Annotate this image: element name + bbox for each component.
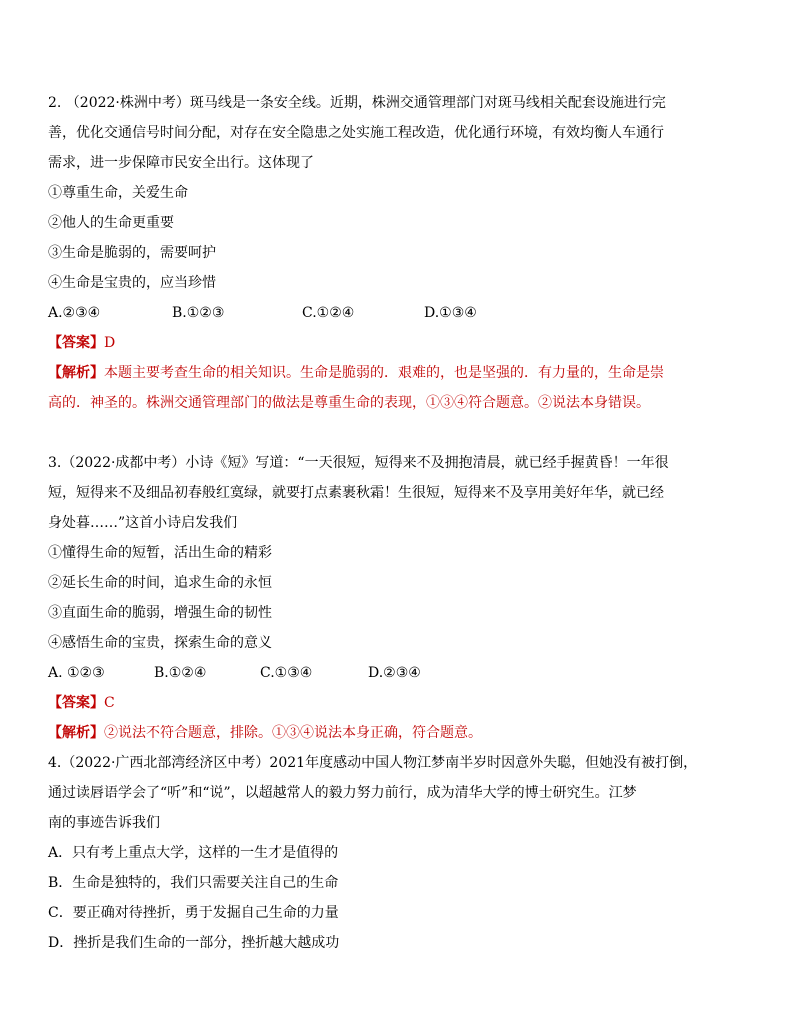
statement-item: ①尊重生命，关爱生命 [48, 185, 188, 201]
question-stem-line: 身处暮……”这首小诗启发我们 [48, 515, 238, 531]
choice-c: C．要正确对待挫折，勇于发掘自己生命的力量 [48, 905, 339, 921]
question-stem-line: 2. （2022·株洲中考）斑马线是一条安全线。近期，株洲交通管理部门对斑马线相关配套设施进行完 [48, 95, 666, 111]
answer-value: D [104, 335, 116, 351]
option-a: A.②③④ [48, 305, 101, 321]
answer-line [48, 328, 756, 358]
analysis-label: 【解析】 [48, 365, 104, 381]
question-3 [48, 448, 756, 748]
answer-line [48, 688, 756, 718]
option-d: D.①③④ [424, 305, 477, 321]
option-c: C.①③④ [260, 665, 313, 681]
option-c: C.①②④ [302, 305, 355, 321]
statement-item: ②他人的生命更重要 [48, 215, 174, 231]
question-stem-line: 善，优化交通信号时间分配，对存在安全隐患之处实施工程改造，优化通行环境，有效均衡人车通行 [48, 125, 664, 141]
question-stem-line: 通过读唇语学会了“听”和“说”，以超越常人的毅力努力前行，成为清华大学的博士研究生。江梦 [48, 785, 637, 801]
analysis-line: 高的．神圣的。株洲交通管理部门的做法是尊重生命的表现，①③④符合题意。②说法本身错误。 [48, 395, 650, 411]
choice-b: B．生命是独特的，我们只需要关注自己的生命 [48, 875, 339, 891]
analysis-label: 【解析】 [48, 725, 104, 741]
choice-d: D．挫折是我们生命的一部分，挫折越大越成功 [48, 935, 340, 951]
option-a: A. ①②③ [48, 665, 105, 681]
statement-item: ③生命是脆弱的，需要呵护 [48, 245, 216, 261]
question-4 [48, 748, 756, 958]
statement-item: ④感悟生命的宝贵，探索生命的意义 [48, 635, 272, 651]
question-stem-line: 4.（2022·广西北部湾经济区中考）2021年度感动中国人物江梦南半岁时因意外失聪，但她没有被打倒， [48, 755, 698, 771]
answer-label: 【答案】 [48, 335, 104, 351]
question-2 [48, 88, 756, 418]
analysis-line [48, 358, 756, 388]
option-b: B.①②③ [172, 305, 225, 321]
statement-item: ①懂得生命的短暂，活出生命的精彩 [48, 545, 272, 561]
analysis-line [48, 718, 756, 748]
statement-item: ②延长生命的时间，追求生命的永恒 [48, 575, 272, 591]
option-d: D.②③④ [368, 665, 421, 681]
option-b: B.①②④ [154, 665, 207, 681]
options-row [48, 658, 756, 688]
options-row [48, 298, 756, 328]
analysis-text: ②说法不符合题意，排除。①③④说法本身正确，符合题意。 [104, 725, 482, 741]
choice-a: A．只有考上重点大学，这样的一生才是值得的 [48, 845, 339, 861]
statement-item: ③直面生命的脆弱，增强生命的韧性 [48, 605, 272, 621]
statement-item: ④生命是宝贵的，应当珍惜 [48, 275, 216, 291]
question-stem-line: 3.（2022·成都中考）小诗《短》写道：“一天很短，短得来不及拥抱清晨，就已经手握黄昏！一年很 [48, 455, 669, 471]
question-stem-line: 需求，进一步保障市民安全出行。这体现了 [48, 155, 314, 171]
answer-value: C [104, 695, 115, 711]
answer-label: 【答案】 [48, 695, 104, 711]
analysis-text: 本题主要考查生命的相关知识。生命是脆弱的．艰难的，也是坚强的．有力量的，生命是崇 [104, 365, 664, 381]
question-stem-line: 短，短得来不及细品初春般红寞绿，就要打点素裹秋霜！生很短，短得来不及享用美好年华，就已经 [48, 485, 664, 501]
question-stem-line: 南的事迹告诉我们 [48, 815, 160, 831]
